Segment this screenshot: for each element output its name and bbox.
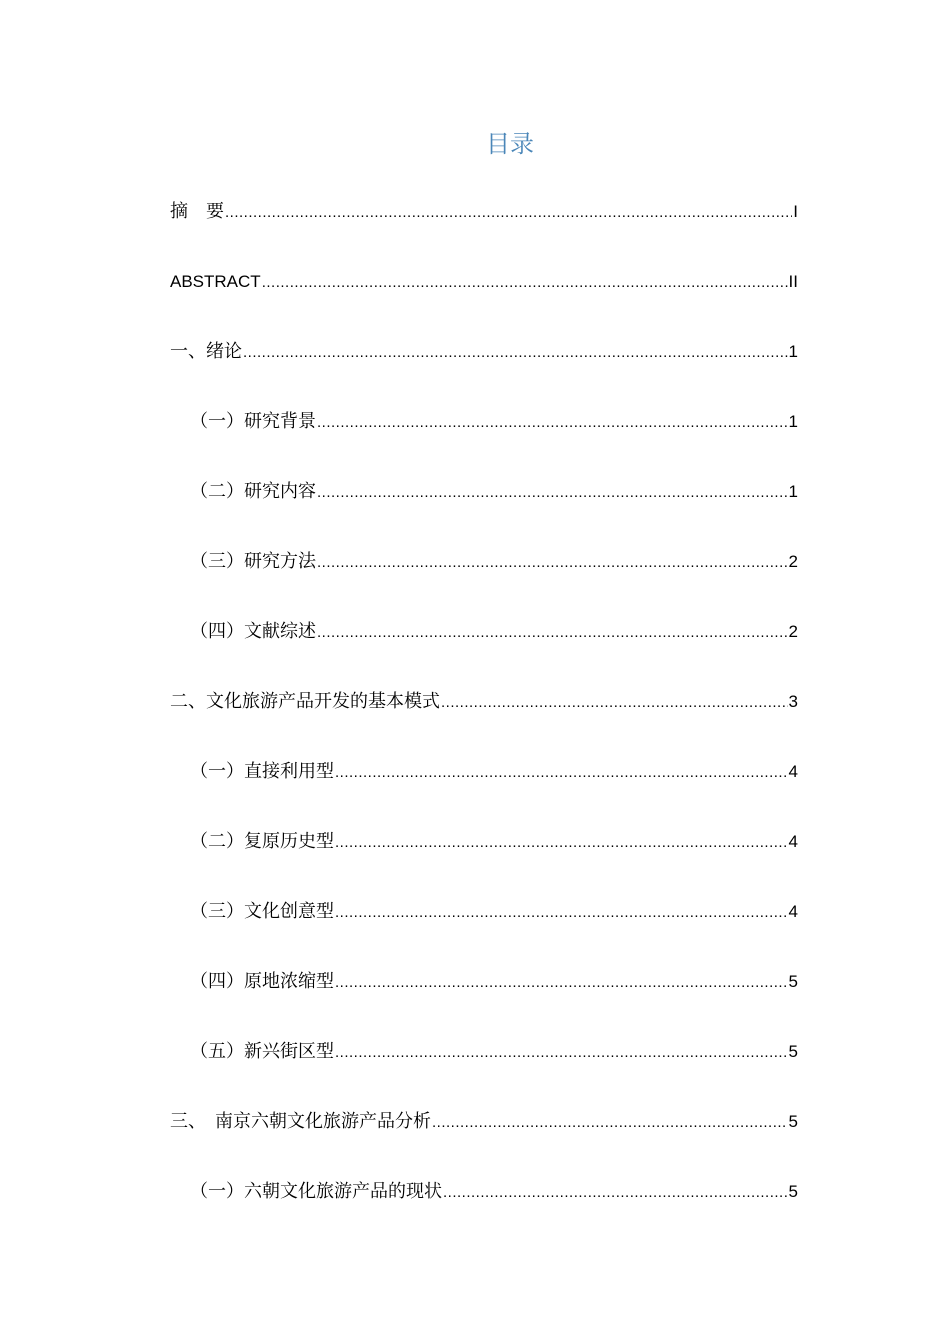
dot-leader (317, 615, 788, 651)
dot-leader (317, 545, 788, 581)
toc-entry-page: 1 (788, 342, 798, 361)
toc-entry-abstract-cn[interactable] (170, 194, 798, 264)
toc-entry-page: II (788, 272, 798, 291)
toc-entry-page: 2 (788, 622, 798, 641)
toc-list (170, 194, 798, 1244)
toc-title: 目录 (486, 130, 534, 158)
toc-entry-section-1-1[interactable] (170, 404, 798, 474)
toc-entry-page: 1 (788, 482, 798, 501)
toc-entry-label: （一）研究背景 (190, 411, 316, 432)
toc-entry-abstract-en[interactable] (170, 264, 798, 334)
dot-leader (317, 405, 788, 441)
toc-entry-page: 5 (788, 972, 798, 991)
toc-entry-chapter-1[interactable] (170, 334, 798, 404)
toc-entry-section-2-1[interactable] (170, 754, 798, 824)
dot-leader (432, 1105, 788, 1141)
toc-entry-page: 2 (788, 552, 798, 571)
toc-entry-page: 5 (788, 1042, 798, 1061)
toc-entry-label: （一）六朝文化旅游产品的现状 (190, 1181, 442, 1202)
dot-leader (317, 475, 788, 511)
toc-entry-section-2-4[interactable] (170, 964, 798, 1034)
toc-entry-label: 一、绪论 (170, 341, 242, 362)
toc-entry-page: 5 (788, 1112, 798, 1131)
toc-entry-page: I (793, 202, 798, 221)
toc-entry-chapter-2[interactable] (170, 684, 798, 754)
toc-entry-label: （二）复原历史型 (190, 831, 334, 852)
dot-leader (335, 825, 788, 861)
toc-entry-label: 三、 南京六朝文化旅游产品分析 (170, 1111, 431, 1132)
dot-leader (443, 1175, 788, 1211)
dot-leader (262, 265, 788, 301)
toc-entry-section-1-2[interactable] (170, 474, 798, 544)
toc-entry-page: 5 (788, 1182, 798, 1201)
toc-entry-label: （五）新兴街区型 (190, 1041, 334, 1062)
toc-entry-section-2-3[interactable] (170, 894, 798, 964)
toc-entry-label: 摘 要 (170, 201, 224, 222)
toc-entry-page: 3 (788, 692, 798, 711)
toc-entry-chapter-3[interactable] (170, 1104, 798, 1174)
toc-entry-section-3-1[interactable] (170, 1174, 798, 1244)
toc-entry-label: （二）研究内容 (190, 481, 316, 502)
toc-entry-label: 二、文化旅游产品开发的基本模式 (170, 691, 440, 712)
dot-leader (335, 965, 788, 1001)
toc-entry-section-2-2[interactable] (170, 824, 798, 894)
toc-entry-label: （一）直接利用型 (190, 761, 334, 782)
dot-leader (243, 335, 788, 371)
toc-entry-page: 4 (788, 902, 798, 921)
dot-leader (335, 895, 788, 931)
dot-leader (225, 195, 792, 231)
toc-entry-section-2-5[interactable] (170, 1034, 798, 1104)
dot-leader (441, 685, 788, 721)
toc-entry-page: 4 (788, 832, 798, 851)
toc-entry-label: （四）文献综述 (190, 621, 316, 642)
toc-entry-section-1-3[interactable] (170, 544, 798, 614)
toc-entry-label: （三）文化创意型 (190, 901, 334, 922)
dot-leader (335, 1035, 788, 1071)
toc-entry-page: 1 (788, 412, 798, 431)
toc-entry-page: 4 (788, 762, 798, 781)
toc-entry-label: （三）研究方法 (190, 551, 316, 572)
dot-leader (335, 755, 788, 791)
toc-entry-label: ABSTRACT (170, 272, 261, 291)
toc-entry-section-1-4[interactable] (170, 614, 798, 684)
toc-entry-label: （四）原地浓缩型 (190, 971, 334, 992)
